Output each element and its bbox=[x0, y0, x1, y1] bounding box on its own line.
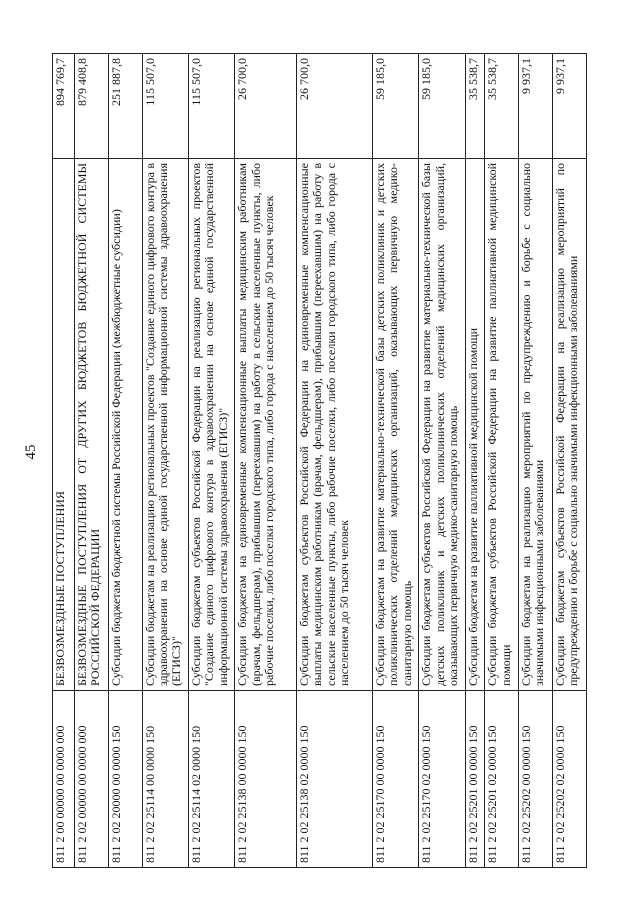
amount: 35 538,7 bbox=[485, 54, 519, 159]
table-row bbox=[108, 54, 142, 868]
income-name: Субсидии бюджетам субъектов Российской Федерации на развитие материально-технической базы детских поликлиник и детских поликлинических отделений медицинских организаций, оказывающих первичную медико-санитарную помощь bbox=[419, 159, 465, 691]
income-name: Субсидии бюджетам субъектов Российской Федерации на реализацию региональных проектов "Создание единого цифрового контура в здравоохранении на основе единой государственной информационной системы здравоохранения (ЕГИСЗ)" bbox=[188, 159, 234, 691]
amount: 59 185,0 bbox=[372, 54, 418, 159]
income-name: Субсидии бюджетам на реализацию мероприятий по предупреждению и борьбе с социально значимыми инфекционными заболеваниями bbox=[519, 159, 553, 691]
budget-code: 811 2 02 25202 02 0000 150 bbox=[552, 691, 586, 868]
budget-code: 811 2 02 25114 02 0000 150 bbox=[188, 691, 234, 868]
budget-code: 811 2 02 25114 00 0000 150 bbox=[142, 691, 188, 868]
amount: 59 185,0 bbox=[419, 54, 465, 159]
amount: 35 538,7 bbox=[465, 54, 485, 159]
budget-code: 811 2 02 25201 00 0000 150 bbox=[465, 691, 485, 868]
income-name: Субсидии бюджетам субъектов Российской Федерации на развитие паллиативной медицинской помощи bbox=[485, 159, 519, 691]
table-row bbox=[235, 54, 297, 868]
income-name: Субсидии бюджетам на единовременные компенсационные выплаты медицинским работникам (врачам, фельдшерам), прибывшим (переехавшим) на работу в сельские населенные пункты, либо рабочие поселки, либо поселки городского типа, либо города с населением до 50 тысяч человек bbox=[235, 159, 297, 691]
income-name: Субсидии бюджетам субъектов Российской Федерации на реализацию мероприятий по предупреждению и борьбе с социально значимыми инфекционными заболеваниями bbox=[552, 159, 586, 691]
amount: 26 700,0 bbox=[296, 54, 372, 159]
budget-code: 811 2 02 25202 00 0000 150 bbox=[519, 691, 553, 868]
budget-code: 811 2 02 25138 00 0000 150 bbox=[235, 691, 297, 868]
budget-code: 811 2 02 25138 02 0000 150 bbox=[296, 691, 372, 868]
amount: 251 887,8 bbox=[108, 54, 142, 159]
budget-code: 811 2 02 25170 00 0000 150 bbox=[372, 691, 418, 868]
rotated-table-container bbox=[52, 53, 587, 868]
amount: 115 507,0 bbox=[142, 54, 188, 159]
table-row bbox=[552, 54, 586, 868]
income-name: Субсидии бюджетам на реализацию региональных проектов "Создание единого цифрового контура в здравоохранении на основе единой государственной информационной системы здравоохранения (ЕГИСЗ)" bbox=[142, 159, 188, 691]
table-row bbox=[188, 54, 234, 868]
table-row bbox=[372, 54, 418, 868]
table-row bbox=[465, 54, 485, 868]
amount: 115 507,0 bbox=[188, 54, 234, 159]
table-row bbox=[74, 54, 108, 868]
table-row bbox=[419, 54, 465, 868]
income-name: Субсидии бюджетам на развитие материально-технической базы детских поликлиник и детских поликлинических отделений медицинских организаций, оказывающих первичную медико-санитарную помощь bbox=[372, 159, 418, 691]
table-row bbox=[485, 54, 519, 868]
amount: 26 700,0 bbox=[235, 54, 297, 159]
amount: 9 937,1 bbox=[519, 54, 553, 159]
budget-code: 811 2 02 25201 02 0000 150 bbox=[485, 691, 519, 868]
amount: 894 769,7 bbox=[53, 54, 75, 159]
income-name: Субсидии бюджетам на развитие паллиативной медицинской помощи bbox=[465, 159, 485, 691]
income-name: Субсидии бюджетам бюджетной системы Российской Федерации (межбюджетные субсидии) bbox=[108, 159, 142, 691]
budget-code: 811 2 02 20000 00 0000 150 bbox=[108, 691, 142, 868]
income-name: БЕЗВОЗМЕЗДНЫЕ ПОСТУПЛЕНИЯ bbox=[53, 159, 75, 691]
budget-code: 811 2 00 00000 00 0000 000 bbox=[53, 691, 75, 868]
amount: 879 408,8 bbox=[74, 54, 108, 159]
budget-code: 811 2 02 25170 02 0000 150 bbox=[419, 691, 465, 868]
table-row bbox=[519, 54, 553, 868]
budget-table bbox=[52, 53, 587, 868]
table-row bbox=[53, 54, 75, 868]
amount: 9 937,1 bbox=[552, 54, 586, 159]
income-name: БЕЗВОЗМЕЗДНЫЕ ПОСТУПЛЕНИЯ ОТ ДРУГИХ БЮДЖЕТОВ БЮДЖЕТНОЙ СИСТЕМЫ РОССИЙСКОЙ ФЕДЕРАЦИИ bbox=[74, 159, 108, 691]
income-name: Субсидии бюджетам субъектов Российской Федерации на единовременные компенсационные выплаты медицинским работникам (врачам, фельдшерам), прибывшим (переехавшим) на работу в сельские населенные пункты, либо рабочие поселки, либо поселки городского типа, либо города с населением до 50 тысяч человек bbox=[296, 159, 372, 691]
page-number: 45 bbox=[23, 444, 39, 460]
table-row bbox=[142, 54, 188, 868]
table-row bbox=[296, 54, 372, 868]
budget-code: 811 2 02 00000 00 0000 000 bbox=[74, 691, 108, 868]
